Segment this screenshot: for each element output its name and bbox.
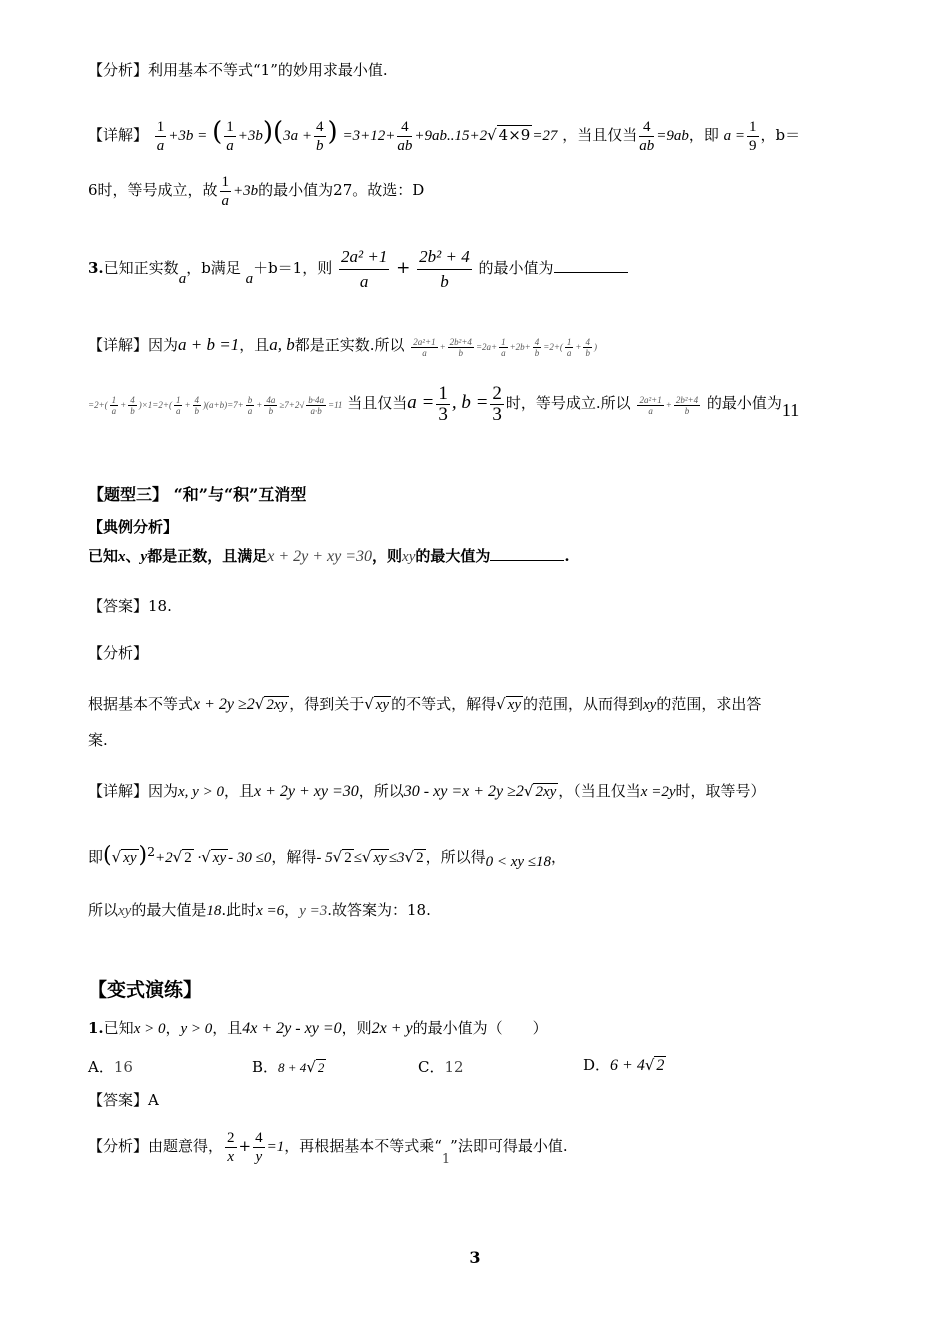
answer-1: 【答案】18. bbox=[88, 597, 172, 615]
option-c[interactable]: C．12 bbox=[418, 1058, 464, 1076]
option-b[interactable]: B．8 + 4√ 2 bbox=[252, 1058, 325, 1076]
analysis-line-1: 【分析】利用基本不等式“1”的妙用求最小值. bbox=[88, 61, 388, 79]
page-number: 3 bbox=[469, 1248, 481, 1267]
analysis-1: 【分析】 bbox=[88, 644, 149, 662]
option-a[interactable]: A．16 bbox=[88, 1058, 133, 1076]
detail-line-2: 【详解】 $\frac{1}{a}$ +3b = ( $\frac{1}{a}$ +3b)(3a + $\frac{4}{b}$ ) =3+12+ $\frac{4}{ab}$ +9ab..15+2√ 4×9 =27 ，当且仅当 $\frac{4}{ab}$ =9ab，即 a = $\frac{1}{9}$ ，b＝ bbox=[88, 117, 801, 154]
detail-1-line-1: 【详解】因为x, y > 0，且x + 2y + xy =30，所以30 - xy =x + 2y ≥2√ 2xy ，（当且仅当x =2y时，取等号） bbox=[88, 782, 766, 800]
section-heading-variants: 【变式演练】 bbox=[88, 979, 203, 1001]
analysis-1-body: 根据基本不等式x + 2y ≥2√ 2xy ，得到关于√ xy 的不等式，解得√ xy 的范围，从而得到xy的范围，求出答 bbox=[88, 695, 762, 713]
detail-line-3: 6时，等号成立，故 $\frac{1}{a}$ +3b的最小值为27。故选：D bbox=[88, 173, 425, 209]
practice-analysis-1: 【分析】由题意得， $\frac{2}{x}$ + $\frac{4}{y}$ =1，再根据基本不等式乘“1”法即可得最小值. bbox=[88, 1129, 568, 1167]
analysis-1-tail: 案. bbox=[88, 731, 108, 749]
section-heading-3: 【题型三】 “和”与“积”互消型 bbox=[88, 485, 307, 504]
frac-1-over-a: $\frac{1}{a}$ bbox=[156, 118, 165, 154]
detail-3a: 【详解】因为a + b =1，且a, b都是正实数.所以 $\frac{\text{2a²+1}}{a}$ + $\frac{\text{2b²+4}}{b}$ =2a+ $\frac{1}{a}$ +2b+ $\frac{4}{b}$ =2+( $\frac{1}{a}$ + $\frac{4}{b}$ ) bbox=[88, 335, 597, 359]
example-heading: 【典例分析】 bbox=[88, 518, 179, 536]
detail-1-line-3: 所以xy的最大值是18.此时x =6，y =3.故答案为：18. bbox=[88, 901, 431, 919]
practice-question-1: 1.已知x > 0，y > 0，且4x + 2y - xy =0，则2x + y的最小值为（ ） bbox=[88, 1019, 548, 1037]
option-d[interactable]: D．6 + 4√ 2 bbox=[583, 1056, 665, 1074]
practice-answer-1: 【答案】A bbox=[88, 1091, 159, 1109]
question-3: 3.已知正实数a，b满足 a＋b＝1，则 $\frac{\text{2a² +1}}{a}$ + $\frac{\text{2b² + 4}}{b}$ 的最小值为 bbox=[88, 244, 868, 292]
detail-1-line-2: 即(√ xy)$^2$+2√ 2 ·√ xy - 30 ≤0，解得- 5√ 2 ≤√ xy ≤3√ 2 ，所以得0 < xy ≤18， bbox=[88, 843, 567, 870]
example-question: 已知x、y都是正数，且满足x + 2y + xy =30，则xy的最大值为 . bbox=[88, 547, 570, 565]
detail-3b: =2+( $\frac{1}{a}$ + $\frac{4}{b}$ )×1=2+( $\frac{1}{a}$ + $\frac{4}{b}$ )(a+b)=7+ $\frac{b}{a}$ + $\frac{4a}{b}$ ≥7+2√ $\frac{b\cdot 4a}{a\cdot b}$ =11 当且仅当a = $\frac{1}{3}$ , b = $\frac{2}{3}$ 时，等号成立.所以 $\frac{\text{2a²+1}}{a}$ + $\frac{\text{2b²+4}}{b}$ 的最小值为11 bbox=[88, 382, 800, 425]
